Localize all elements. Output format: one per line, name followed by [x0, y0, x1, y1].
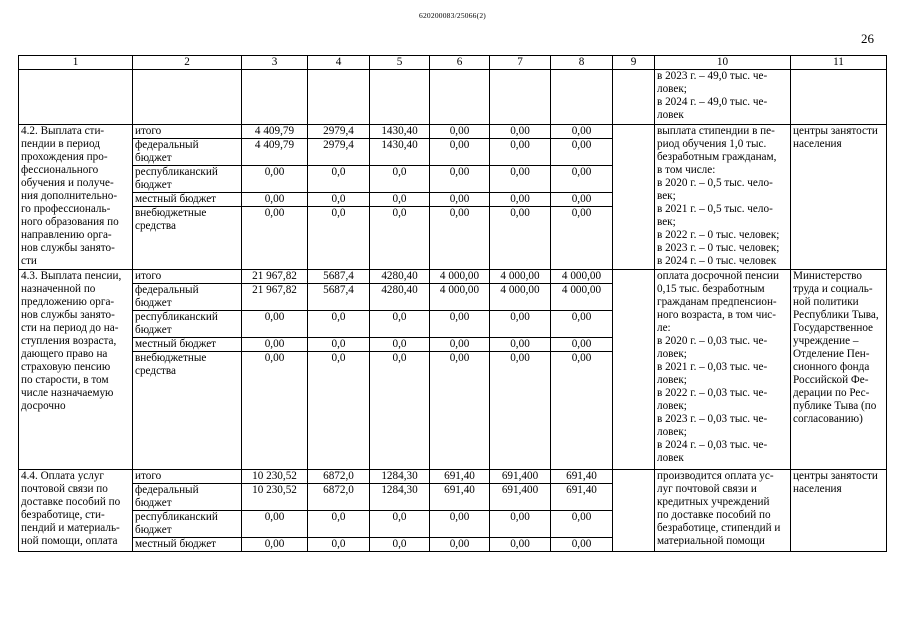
- value-cell: 691,40: [430, 470, 490, 484]
- value-cell: 0,0: [308, 511, 370, 538]
- table-row: [19, 270, 887, 284]
- value-cell: 0,00: [490, 338, 551, 352]
- value-cell: 0,00: [490, 166, 551, 193]
- value-cell: 0,00: [551, 511, 613, 538]
- executor: Министерство труда и социаль- ной политики Республики Тыва, Государственное учреждение – Отделение Пен- сионного фонда Российской Фе- дерации по Рес- публике Тыва (по согласованию): [791, 270, 887, 470]
- table-row: [19, 470, 887, 484]
- value-cell: 691,40: [430, 484, 490, 511]
- value-cell: 0,00: [551, 338, 613, 352]
- funding-source: местный бюджет: [133, 193, 242, 207]
- value-cell: 0,0: [370, 538, 430, 552]
- column-number: 7: [490, 56, 551, 70]
- empty-cell: [133, 70, 242, 125]
- value-cell: 21 967,82: [242, 270, 308, 284]
- value-cell: 0,00: [242, 311, 308, 338]
- value-cell: 0,0: [308, 338, 370, 352]
- value-cell: 0,00: [430, 166, 490, 193]
- value-cell: 0,0: [308, 166, 370, 193]
- funding-source: итого: [133, 470, 242, 484]
- value-cell: 0,00: [430, 352, 490, 470]
- empty-cell: [430, 70, 490, 125]
- column-number: 10: [655, 56, 791, 70]
- measure-title: 4.3. Выплата пенсии, назначенной по предложению орга- нов службы занято- сти на период до на- ступления возраста, дающего право на страховую пенсию по старости, в том числе назначаемую досрочно: [19, 270, 133, 470]
- empty-cell: [791, 70, 887, 125]
- value-cell: 2979,4: [308, 139, 370, 166]
- value-cell: 4 409,79: [242, 139, 308, 166]
- value-cell: 0,0: [370, 511, 430, 538]
- value-cell: 4280,40: [370, 284, 430, 311]
- value-cell: 0,00: [551, 352, 613, 470]
- value-cell: 691,400: [490, 470, 551, 484]
- empty-cell: [613, 470, 655, 552]
- value-cell: 0,0: [370, 311, 430, 338]
- value-cell: 0,00: [242, 352, 308, 470]
- value-cell: 0,00: [490, 207, 551, 270]
- column-number: 11: [791, 56, 887, 70]
- value-cell: 0,00: [430, 511, 490, 538]
- empty-cell: [242, 70, 308, 125]
- funding-source: местный бюджет: [133, 338, 242, 352]
- empty-cell: [613, 125, 655, 270]
- value-cell: 691,40: [551, 484, 613, 511]
- value-cell: 0,00: [490, 139, 551, 166]
- indicator-note: выплата стипендии в пе- риод обучения 1,0 тыс. безработным гражданам, в том числе: в 2020 г. – 0,5 тыс. чело- век; в 2021 г. – 0,5 тыс. чело- век; в 2022 г. – 0 тыс. человек; в 2023 г. – 0 тыс. человек; в 2024 г. – 0 тыс. человек: [655, 125, 791, 270]
- value-cell: 21 967,82: [242, 284, 308, 311]
- empty-cell: [308, 70, 370, 125]
- value-cell: 0,0: [370, 352, 430, 470]
- value-cell: 5687,4: [308, 284, 370, 311]
- value-cell: 0,0: [308, 311, 370, 338]
- value-cell: 6872,0: [308, 484, 370, 511]
- funding-source: республиканский бюджет: [133, 511, 242, 538]
- value-cell: 0,00: [490, 125, 551, 139]
- empty-cell: [613, 70, 655, 125]
- empty-cell: [613, 270, 655, 470]
- value-cell: 0,0: [370, 207, 430, 270]
- empty-cell: [19, 70, 133, 125]
- funding-source: федеральный бюджет: [133, 484, 242, 511]
- column-number-row: [19, 56, 887, 70]
- funding-source: федеральный бюджет: [133, 139, 242, 166]
- value-cell: 691,400: [490, 484, 551, 511]
- value-cell: 5687,4: [308, 270, 370, 284]
- value-cell: 10 230,52: [242, 484, 308, 511]
- value-cell: 0,00: [551, 538, 613, 552]
- column-number: 4: [308, 56, 370, 70]
- value-cell: 1430,40: [370, 125, 430, 139]
- funding-source: итого: [133, 270, 242, 284]
- value-cell: 0,0: [308, 207, 370, 270]
- column-number: 6: [430, 56, 490, 70]
- indicator-note: в 2023 г. – 49,0 тыс. че- ловек; в 2024 г. – 49,0 тыс. че- ловек: [655, 70, 791, 125]
- funding-source: итого: [133, 125, 242, 139]
- value-cell: 0,00: [551, 125, 613, 139]
- carryover-row: [19, 70, 887, 125]
- value-cell: 1430,40: [370, 139, 430, 166]
- value-cell: 0,00: [242, 166, 308, 193]
- value-cell: 0,00: [430, 125, 490, 139]
- value-cell: 0,0: [370, 338, 430, 352]
- value-cell: 4 000,00: [551, 270, 613, 284]
- value-cell: 0,00: [430, 538, 490, 552]
- value-cell: 0,0: [308, 193, 370, 207]
- indicator-note: производится оплата ус- луг почтовой связи и кредитных учреждений по доставке пособий по безработице, стипендий и материальной помощи: [655, 470, 791, 552]
- funding-source: внебюджетные средства: [133, 207, 242, 270]
- document-id: 620200083/25066(2): [419, 11, 486, 20]
- value-cell: 0,0: [308, 352, 370, 470]
- value-cell: 0,0: [370, 193, 430, 207]
- column-number: 5: [370, 56, 430, 70]
- value-cell: 0,00: [490, 538, 551, 552]
- funding-source: внебюджетные средства: [133, 352, 242, 470]
- value-cell: 0,00: [430, 139, 490, 166]
- value-cell: 10 230,52: [242, 470, 308, 484]
- value-cell: 0,00: [242, 538, 308, 552]
- column-number: 8: [551, 56, 613, 70]
- value-cell: 4 000,00: [551, 284, 613, 311]
- value-cell: 4 000,00: [430, 270, 490, 284]
- value-cell: 691,40: [551, 470, 613, 484]
- empty-cell: [551, 70, 613, 125]
- value-cell: 0,00: [430, 193, 490, 207]
- value-cell: 0,00: [242, 207, 308, 270]
- empty-cell: [370, 70, 430, 125]
- funding-source: местный бюджет: [133, 538, 242, 552]
- funding-source: республиканский бюджет: [133, 166, 242, 193]
- value-cell: 6872,0: [308, 470, 370, 484]
- value-cell: 1284,30: [370, 484, 430, 511]
- page-number: 26: [861, 31, 874, 46]
- value-cell: 0,00: [490, 352, 551, 470]
- column-number: 9: [613, 56, 655, 70]
- executor: центры занятости населения: [791, 125, 887, 270]
- measure-title: 4.2. Выплата сти- пендии в период прохождения про- фессионального обучения и получе- ния дополнительно- го профессиональ- ного образования по направлению орга- нов службы занято- сти: [19, 125, 133, 270]
- column-number: 1: [19, 56, 133, 70]
- executor: центры занятости населения: [791, 470, 887, 552]
- empty-cell: [490, 70, 551, 125]
- value-cell: 4280,40: [370, 270, 430, 284]
- value-cell: 1284,30: [370, 470, 430, 484]
- value-cell: 0,00: [430, 207, 490, 270]
- column-number: 2: [133, 56, 242, 70]
- table-row: [19, 125, 887, 139]
- value-cell: 4 000,00: [490, 284, 551, 311]
- value-cell: 4 000,00: [490, 270, 551, 284]
- funding-source: республиканский бюджет: [133, 311, 242, 338]
- value-cell: 0,00: [551, 139, 613, 166]
- value-cell: 0,00: [430, 311, 490, 338]
- value-cell: 0,00: [490, 311, 551, 338]
- value-cell: 0,0: [308, 538, 370, 552]
- indicator-note: оплата досрочной пенсии 0,15 тыс. безработным гражданам предпенсион- ного возраста, в том чис- ле: в 2020 г. – 0,03 тыс. че- ловек; в 2021 г. – 0,03 тыс. че- ловек; в 2022 г. – 0,03 тыс. че- ловек; в 2023 г. – 0,03 тыс. че- ловек; в 2024 г. – 0,03 тыс. че- ловек: [655, 270, 791, 470]
- value-cell: 0,00: [551, 207, 613, 270]
- value-cell: 0,00: [551, 311, 613, 338]
- value-cell: 0,00: [490, 511, 551, 538]
- measure-title: 4.4. Оплата услуг почтовой связи по доставке пособий по безработице, сти- пендий и материаль- ной помощи, оплата: [19, 470, 133, 552]
- value-cell: 0,0: [370, 166, 430, 193]
- column-number: 3: [242, 56, 308, 70]
- value-cell: 0,00: [242, 193, 308, 207]
- value-cell: 0,00: [430, 338, 490, 352]
- value-cell: 0,00: [242, 511, 308, 538]
- program-table: [18, 55, 887, 552]
- value-cell: 4 000,00: [430, 284, 490, 311]
- value-cell: 0,00: [490, 193, 551, 207]
- funding-source: федеральный бюджет: [133, 284, 242, 311]
- value-cell: 0,00: [551, 193, 613, 207]
- value-cell: 0,00: [551, 166, 613, 193]
- value-cell: 4 409,79: [242, 125, 308, 139]
- value-cell: 2979,4: [308, 125, 370, 139]
- value-cell: 0,00: [242, 338, 308, 352]
